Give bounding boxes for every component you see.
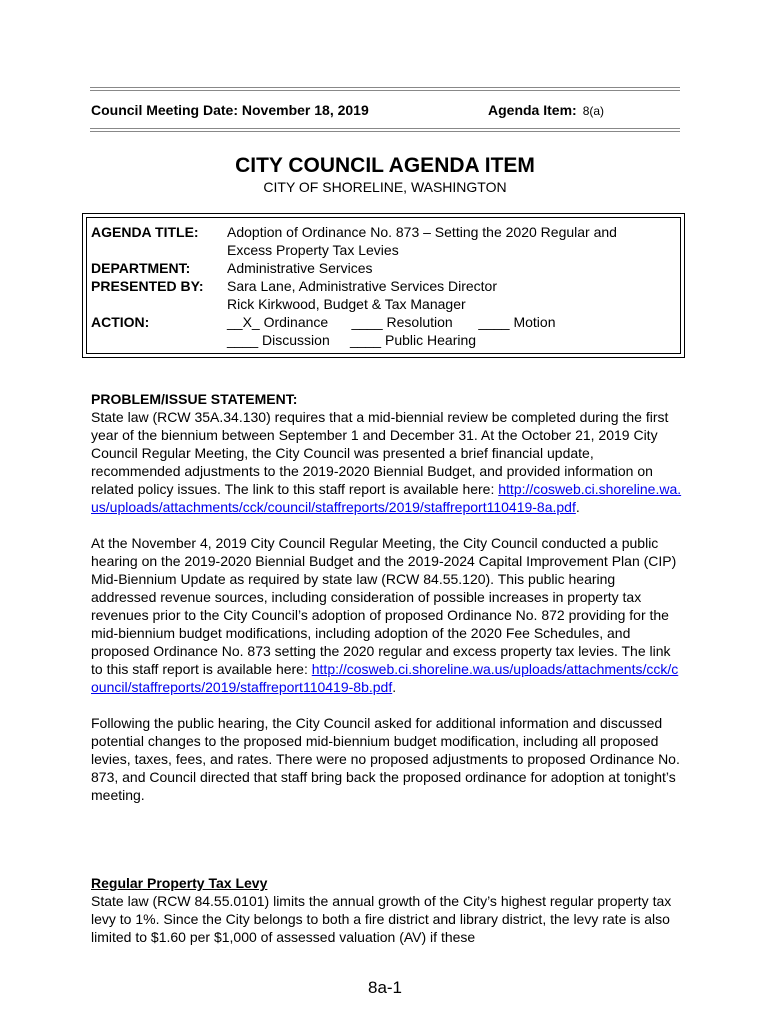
presented-by-label: PRESENTED BY: [91, 278, 204, 294]
staff-report-8a-link[interactable]: http://cosweb.ci.shoreline.wa.us/uploads/attachments/cck/council/staffreports/2019/staffreport110419-8a.pdf [91, 481, 682, 515]
header-rule-bottom-2 [90, 131, 680, 132]
presented-by-line2: Rick Kirkwood, Budget & Tax Manager [227, 296, 466, 312]
agenda-item-label: Agenda Item: [488, 102, 577, 118]
header-rule-top [90, 87, 680, 88]
page-title: CITY COUNCIL AGENDA ITEM [235, 154, 535, 177]
action-resolution: Resolution [386, 314, 453, 330]
action-label: ACTION: [91, 314, 150, 330]
problem-paragraph-2-text: At the November 4, 2019 City Council Regular Meeting, the City Council conducted a public hearing on the 2019-2020 Biennial Budget and the 2019-2024 Capital Improvement Plan (CIP) Mid-Biennium Update as required by state law (RCW 84.55.120). This public hearing addressed revenue sources, including consideration of possible increases in property tax revenues prior to the City Council’s adoption of proposed Ordinance No. 872 providing for the mid-biennium budget modifications, including adoption of the 2020 Fee Schedules, and proposed Ordinance No. 873 setting the 2020 regular and excess property tax levies. The link to this staff report is available here: [91, 535, 677, 677]
action-row-1 [227, 313, 556, 331]
page-subtitle: CITY OF SHORELINE, WASHINGTON [263, 179, 507, 195]
resolution-checkbox-mark: ____ [351, 314, 383, 330]
problem-paragraph-3: Following the public hearing, the City Council asked for additional information and discussed potential changes to the proposed mid-biennium budget modification, including all proposed levies, taxes, fees, and rates. There were no proposed adjustments to proposed Ordinance No. 873, and Council directed that staff bring back the proposed ordinance for adoption at tonight’s meeting. [91, 715, 680, 803]
problem-paragraph-2: At the November 4, 2019 City Council Regular Meeting, the City Council conducted a public hearing on the 2019-2020 Biennial Budget and the 2019-2024 Capital Improvement Plan (CIP) Mid-Biennium Update as required by state law (RCW 84.55.120). This public hearing addressed revenue sources, including consideration of possible increases in property tax revenues prior to the City Council’s adoption of proposed Ordinance No. 872 providing for the mid-biennium budget modifications, including adoption of the 2020 Fee Schedules, and proposed Ordinance No. 873 setting the 2020 regular and excess property tax levies. The link to this staff report is available here: http://cosweb.ci.shoreline.wa.us/uploads/attachments/cck/council/staffreports/2019/staffreport110419-8b.pdf. [91, 535, 679, 695]
action-motion: Motion [513, 314, 556, 330]
ordinance-checkbox-mark: __X_ [227, 314, 260, 330]
agenda-title-line2: Excess Property Tax Levies [227, 242, 399, 258]
agenda-title-label: AGENDA TITLE: [91, 224, 199, 240]
problem-paragraph-1: State law (RCW 35A.34.130) requires that a mid-biennial review be completed during the first year of the biennium between September 1 and December 31. At the October 21, 2019 City Council Regular Meeting, the City Council was presented a brief financial update, recommended adjustments to the 2019-2020 Biennial Budget, and provided information on related policy issues. The link to this staff report is available here: http://cosweb.ci.shoreline.wa.us/uploads/attachments/cck/council/staffreports/2019/staffreport110419-8a.pdf. [91, 409, 682, 515]
problem-section [91, 390, 683, 804]
department-label: DEPARTMENT: [91, 260, 191, 276]
department-value: Administrative Services [227, 260, 373, 276]
hearing-checkbox-mark: ____ [349, 332, 382, 348]
meeting-date: Council Meeting Date: November 18, 2019 [91, 102, 369, 118]
problem-paragraph-1-text: State law (RCW 35A.34.130) requires that a mid-biennial review be completed during the first year of the biennium between September 1 and December 31. At the October 21, 2019 City Council Regular Meeting, the City Council was presented a brief financial update, recommended adjustments to the 2019-2020 Biennial Budget, and provided information on related policy issues. The link to this staff report is available here: [91, 409, 669, 497]
problem-heading: PROBLEM/ISSUE STATEMENT: [91, 391, 298, 407]
motion-checkbox-mark: ____ [478, 314, 510, 330]
discussion-checkbox-mark: ____ [227, 332, 259, 348]
staff-report-8b-link[interactable]: http://cosweb.ci.shoreline.wa.us/uploads/attachments/cck/council/staffreports/2019/staffreport110419-8b.pdf [91, 661, 679, 695]
regular-levy-text: State law (RCW 84.55.0101) limits the annual growth of the City’s highest regular property tax levy to 1%. Since the City belongs to both a fire district and library district, the levy rate is also limited to $1.60 per $1,000 of assessed valuation (AV) if these [91, 893, 672, 945]
header-rule-top-2 [90, 90, 680, 91]
presented-by-line1: Sara Lane, Administrative Services Director [227, 278, 497, 294]
header-rule-bottom [90, 128, 680, 129]
agenda-title-line1: Adoption of Ordinance No. 873 – Setting the 2020 Regular and [227, 224, 617, 240]
regular-levy-heading: Regular Property Tax Levy [91, 875, 268, 891]
action-ordinance: Ordinance [263, 314, 329, 330]
action-public-hearing: Public Hearing [384, 332, 477, 348]
agenda-item [488, 102, 604, 118]
regular-levy-section [91, 874, 683, 946]
agenda-item-number: 8(a) [582, 104, 605, 118]
action-discussion: Discussion [262, 332, 330, 348]
page-number: 8a-1 [367, 978, 403, 997]
action-row-2 [227, 331, 476, 349]
